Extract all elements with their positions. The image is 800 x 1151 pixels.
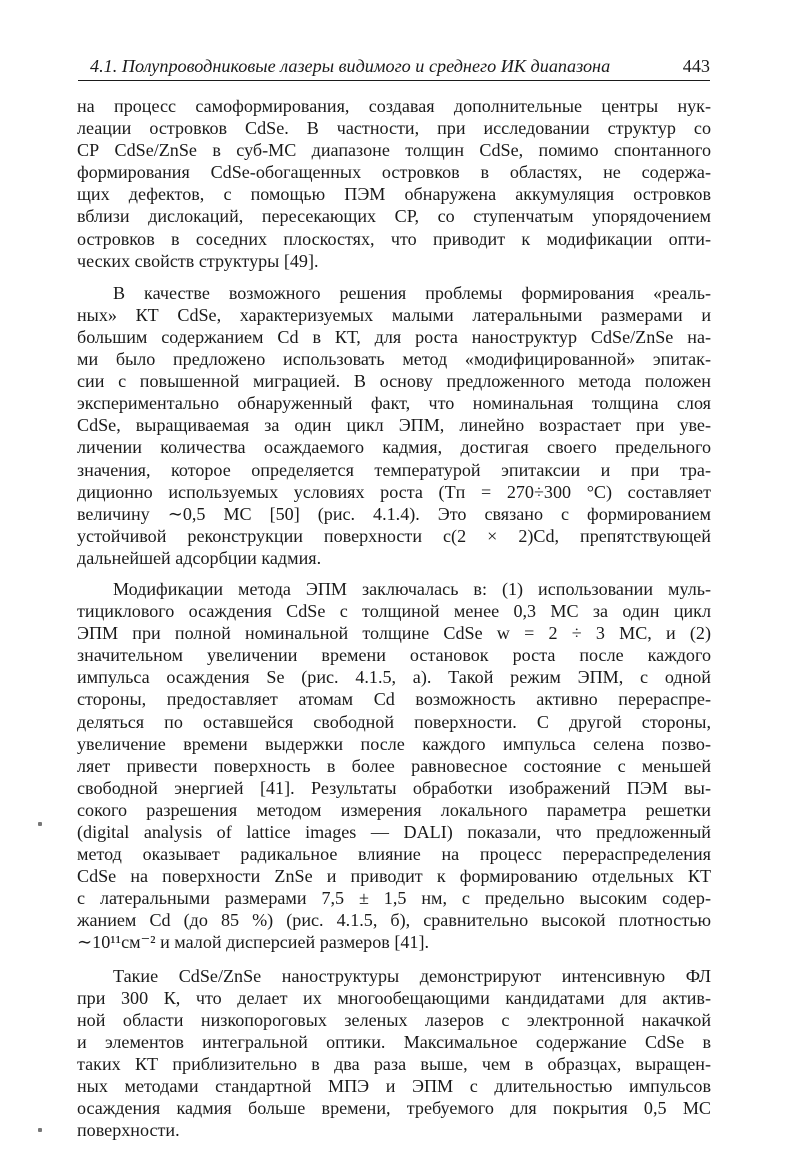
text-line: увеличение времени выдержки после каждого импульса селена позво- [77, 733, 711, 754]
text-line: импульса осаждения Se (рис. 4.1.5, а). Такой режим ЭПМ, с одной [77, 667, 711, 688]
text-line: В качестве возможного решения проблемы формирования «реаль- [113, 282, 711, 303]
text-line: ляет привести поверхность в более равновесное состояние с меньшей [77, 755, 711, 776]
text-line: осаждения кадмия больше времени, требуемого для покрытия 0,5 МС [77, 1098, 711, 1119]
text-line: при 300 К, что делает их многообещающими кандидатами для актив- [77, 987, 711, 1008]
text-line: таких КТ приблизительно в два раза выше, чем в образцах, выращен- [77, 1053, 711, 1074]
text-line: дальнейшей адсорбции кадмия. [77, 547, 322, 568]
scan-speck [38, 1128, 42, 1132]
text-line: личении количества осаждаемого кадмия, достигая своего предельного [77, 437, 711, 458]
text-line: диционно используемых условиях роста (Tп = 270÷300 °C) составляет [77, 481, 711, 502]
text-line: ми было предложено использовать метод «модифицированной» эпитак- [77, 349, 711, 370]
text-line: леации островков CdSe. В частности, при исследовании структур со [77, 118, 711, 139]
text-line: жанием Cd (до 85 %) (рис. 4.1.5, б), сравнительно высокой плотностью [77, 910, 711, 931]
paragraph-3 [77, 578, 711, 954]
text-line: свободной энергией [41]. Результаты обработки изображений ПЭМ вы- [77, 777, 711, 798]
text-line: значительном увеличении времени остановок роста после каждого [77, 645, 711, 666]
text-line: Модификации метода ЭПМ заключалась в: (1) использовании муль- [113, 578, 711, 599]
text-line: ных методами стандартной МПЭ и ЭПМ с длительностью импульсов [77, 1076, 711, 1097]
text-line: сии с повышенной миграцией. В основу предложенного метода положен [77, 371, 711, 392]
text-line: ∼10¹¹см⁻² и малой дисперсией размеров [41]. [77, 932, 429, 953]
scan-speck [38, 822, 42, 826]
text-line: значения, которое определяется температурой эпитаксии и при тра- [77, 459, 711, 480]
text-line: ческих свойств структуры [49]. [77, 250, 319, 271]
text-line: формирования CdSe-обогащенных островков в областях, не содержа- [77, 162, 711, 183]
text-line: CdSe, выращиваемая за один цикл ЭПМ, линейно возрастает при уве- [77, 415, 711, 436]
text-line: на процесс самоформирования, создавая дополнительные центры нук- [77, 96, 711, 116]
text-line: CdSe на поверхности ZnSe и приводит к формированию отдельных КТ [77, 866, 711, 887]
text-line: большим содержанием Cd в КТ, для роста наноструктур CdSe/ZnSe на- [77, 326, 711, 347]
text-line: сокого разрешения методом измерения локального параметра решетки [77, 799, 711, 820]
paragraph-1 [77, 95, 711, 272]
text-line: устойчивой реконструкции поверхности c(2 × 2)Cd, препятствующей [77, 525, 711, 546]
text-line: с латеральными размерами 7,5 ± 1,5 нм, с предельно высоким содер- [77, 888, 711, 909]
text-line: островков в соседних плоскостях, что приводит к модификации опти- [77, 228, 711, 249]
text-line: поверхности. [77, 1120, 180, 1141]
text-line: (digital analysis of lattice images — DALI) показали, что предложенный [77, 822, 711, 842]
text-line: щих дефектов, с помощью ПЭМ обнаружена аккумуляция островков [77, 184, 711, 205]
main-text [77, 95, 711, 1151]
running-header [78, 52, 710, 81]
text-line: Такие CdSe/ZnSe наноструктуры демонстрируют интенсивную ФЛ [113, 965, 711, 986]
text-line: тициклового осаждения CdSe с толщиной менее 0,3 МС за один цикл [77, 601, 711, 622]
text-line: метод оказывает радикальное влияние на процесс перераспределения [77, 844, 711, 865]
text-line: деляться по оставшейся свободной поверхности. С другой стороны, [77, 711, 711, 732]
text-line: ЭПМ при полной номинальной толщине CdSe w = 2 ÷ 3 МС, и (2) [77, 623, 711, 644]
text-line: СР CdSe/ZnSe в суб-МС диапазоне толщин CdSe, помимо спонтанного [77, 140, 711, 161]
text-line: ных» КТ CdSe, характеризуемых малыми латеральными размерами и [77, 304, 711, 325]
text-line: и элементов интегральной оптики. Максимальное содержание CdSe в [77, 1031, 711, 1052]
paragraph-4 [77, 965, 711, 1142]
text-line: величину ∼0,5 МС [50] (рис. 4.1.4). Это связано с формированием [77, 503, 711, 524]
page-number: 443 [682, 56, 710, 76]
text-line: вблизи дислокаций, пересекающих СР, со ступенчатым упорядочением [77, 206, 711, 227]
text-line: стороны, предоставляет атомам Cd возможность активно перераспре- [77, 689, 711, 710]
text-line: ной области низкопороговых зеленых лазеров с электронной накачкой [77, 1009, 711, 1030]
running-title: 4.1. Полупроводниковые лазеры видимого и среднего ИК диапазона [90, 56, 611, 76]
text-line: экспериментально обнаруженный факт, что номинальная толщина слоя [77, 393, 711, 414]
paragraph-2 [77, 282, 711, 569]
